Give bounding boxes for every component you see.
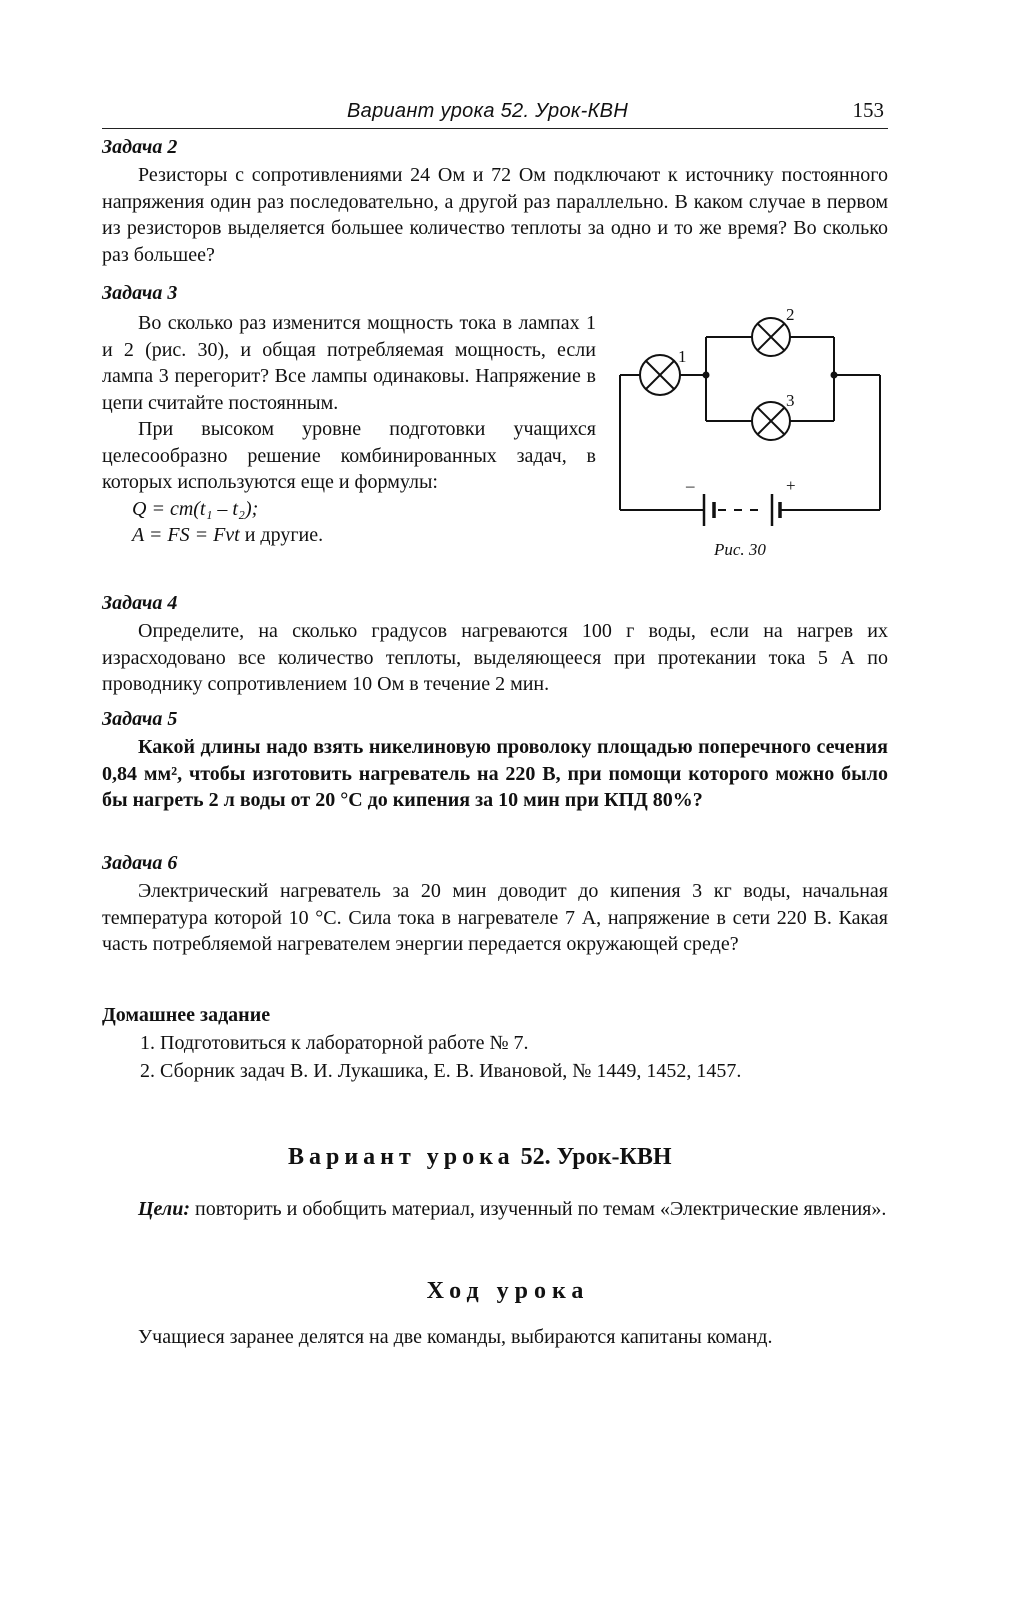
course-text: Учащиеся заранее делятся на две команды, выбираются капитаны команд.: [138, 1326, 773, 1348]
task-5-text-block: [102, 734, 888, 814]
running-title: Вариант урока 52. Урок-КВН: [347, 100, 629, 122]
lesson-title-spaced: Вариант урока: [288, 1144, 515, 1170]
formula-heat: Q = cm(t₁ – t₂);: [132, 497, 259, 520]
lesson-title: [288, 1144, 672, 1171]
formula-work: [132, 522, 596, 549]
task-5-text: Какой длины надо взять никелиновую проволоку площадью поперечного сечения 0,84 мм², чтобы изготовить нагреватель на 220 В, при помощи которого можно было бы нагреть 2 л воды от 20 °С до кипения за 10 мин при КПД 80%?: [102, 736, 888, 811]
formulas: [102, 496, 596, 549]
lamp-2-label: 2: [786, 305, 795, 324]
formula-work-expr: A = FS = Fvt: [132, 524, 240, 546]
task-3-text: Во сколько раз изменится мощность тока в лампах 1 и 2 (рис. 30), и общая потребляемая мощность, если лампа 3 перегорит? Все лампы одинаковы. Напряжение в цепи считайте постоянным.: [102, 312, 596, 414]
task-2-heading: Задача 2: [102, 136, 178, 158]
task-3-heading: Задача 3: [102, 282, 178, 304]
page-number: 153: [852, 98, 884, 122]
page-header: [102, 100, 888, 129]
lamp-2-icon: [752, 318, 790, 356]
battery-minus-sign: –: [686, 476, 695, 495]
lamp-3-icon: [752, 402, 790, 440]
course-title: Ход урока: [426, 1278, 590, 1304]
task-3-note: При высоком уровне подготовки учащихся целесообразно решение комбинированных задач, в которых используются еще и формулы:: [102, 418, 596, 493]
lesson-goals: [102, 1196, 888, 1223]
task-4-text: Определите, на сколько градусов нагреваются 100 г воды, если на нагрев их израсходовано все количество теплоты, выделяющееся при протекании тока 5 А по проводнику сопротивлением 10 Ом в течение 2 мин.: [102, 620, 888, 695]
task-6-text-block: [102, 878, 888, 958]
task-5-heading: Задача 5: [102, 708, 178, 730]
figure-caption: Рис. 30: [714, 540, 766, 559]
junction-right: [831, 372, 838, 379]
lamp-1-icon: [640, 355, 680, 395]
formula-work-tail: и другие.: [239, 524, 324, 546]
lesson-title-rest: 52. Урок-КВН: [514, 1144, 672, 1170]
course-text-block: [102, 1324, 888, 1351]
task-2-text-block: [102, 162, 888, 268]
lamp-1-label: 1: [678, 347, 687, 366]
task-4-heading: Задача 4: [102, 592, 178, 614]
homework-item-1: 1. Подготовиться к лабораторной работе № 7.: [140, 1032, 529, 1054]
junction-left: [703, 372, 710, 379]
task-6-heading: Задача 6: [102, 852, 178, 874]
task-6-text: Электрический нагреватель за 20 мин доводит до кипения 3 кг воды, начальная температура которой 10 °С. Сила тока в нагревателе 7 А, напряжение в сети 220 В. Какая часть потребляемой нагревателем энергии передается окружающей среде?: [102, 880, 888, 955]
battery-plus-sign: +: [786, 476, 796, 495]
lesson-goals-block: [102, 1196, 888, 1223]
circuit-diagram: [612, 300, 892, 535]
task-3-text-block: [102, 310, 596, 549]
homework-title: Домашнее задание: [102, 1004, 271, 1026]
task-4-text-block: [102, 618, 888, 698]
goals-label: Цели:: [138, 1198, 190, 1220]
lamp-3-label: 3: [786, 391, 795, 410]
goals-text: повторить и обобщить материал, изученный по темам «Электрические явления».: [189, 1198, 887, 1220]
task-2-text: Резисторы с сопротивлениями 24 Ом и 72 Ом подключают к источнику постоянного напряжения один раз последовательно, а другой раз параллельно. В каком случае в первом из резисторов выделяется большее количество теплоты за одно и то же время? Во сколько раз большее?: [102, 164, 888, 266]
homework-item-2: 2. Сборник задач В. И. Лукашика, Е. В. Ивановой, № 1449, 1452, 1457.: [140, 1060, 742, 1082]
